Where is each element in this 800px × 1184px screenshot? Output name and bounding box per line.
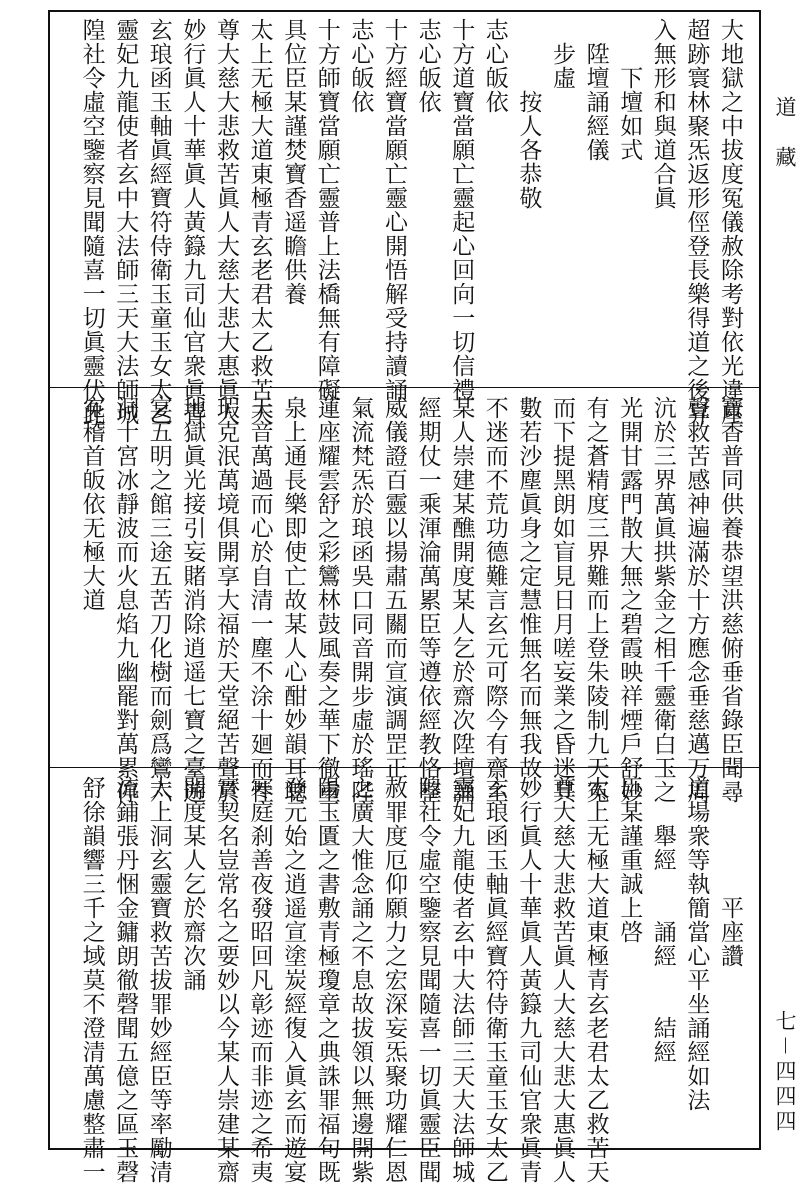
- text-column: 而下提黑朗如盲見日月嗟妄業之昏迷其: [549, 396, 575, 804]
- text-column: 氣流梵炁於琅函吳口同音開步虛於瑤陛: [347, 396, 374, 804]
- text-column: 寃稽首皈依无極大道: [78, 396, 105, 612]
- text-column: 十方經寶當願亡靈心開悟解受持讀誦: [381, 18, 407, 402]
- text-column: 步虛: [549, 18, 575, 90]
- page-number: 七－四四四: [773, 1010, 797, 1135]
- text-column: 隍社令虛空鑒察見聞隨喜一切眞靈伏此: [78, 18, 105, 426]
- text-column: 具位臣某謹焚寶香遥瞻供養: [280, 18, 307, 306]
- text-column: 入無形和與道合眞: [649, 18, 676, 210]
- text-column: 宴五明之館三途五苦刀化樹而劍爲鸞六: [145, 396, 172, 804]
- text-column: 太上洞玄靈寶救苦拔罪妙經臣等率勵清: [145, 776, 172, 1184]
- text-column: 平座讚: [717, 776, 743, 968]
- text-column: 十方道寶當願亡靈起心回向一切信禮: [448, 18, 475, 402]
- text-column: 數若沙塵眞身之定慧惟無名而無我故: [515, 396, 542, 780]
- text-column: 尊大慈大悲救苦眞人大慈大悲大惠眞人: [213, 18, 239, 426]
- text-column: 某人崇建某醮開度某人乞於齋次陞壇誦: [448, 396, 475, 804]
- text-column: 陞壇誦經儀: [582, 18, 609, 162]
- text-column: 洞十宮冰靜波而火息焰九幽罷對萬累停: [112, 396, 139, 804]
- text-column: 光開甘露門散大無之碧霞映祥煙戶舒妙: [616, 396, 643, 804]
- text-column: 瑕克泯萬境俱開享大福於天堂絕苦聲於: [213, 396, 239, 804]
- text-column: 寶香普同供養恭望洪慈俯垂省錄臣聞尋: [717, 396, 743, 804]
- text-column: 流鋪張丹悃金鏞朗徹磬聞五億之區玉磬: [112, 776, 139, 1184]
- text-column: 尊大慈大悲救苦眞人大慈大悲大惠眞人: [549, 776, 575, 1184]
- text-column: 太上无極大道東極青玄老君太乙救苦天: [246, 18, 273, 426]
- text-column: 沆於三界萬眞拱紫金之相千靈衛白玉之: [649, 396, 676, 804]
- text-column: 太上无極大道東極青玄老君太乙救苦天: [582, 776, 609, 1184]
- text-column: 志心皈依: [414, 18, 441, 114]
- text-column: 十方師寶當願亡靈普上法橋無有障礙: [313, 18, 340, 402]
- text-column: 靈妃九龍使者玄中大法師三天大法師城: [448, 776, 475, 1184]
- text-column: 地獄眞光接引妄賭消除逍遥七寶之臺遊: [179, 396, 206, 804]
- text-column: 赦罪度厄仰願力之宏深妄炁聚功耀仁恩: [381, 776, 407, 1184]
- text-column: 大地獄之中拔度冤儀赦除考對依光違座: [717, 18, 743, 426]
- text-column: 天音萬過而心於自清一塵不涂十廻而性: [246, 396, 273, 804]
- text-column: 道場衆等執簡當心平坐誦經如法: [683, 776, 710, 1112]
- text-column: 舒徐韻響三千之域莫不澄清萬慮整肅一: [78, 776, 105, 1184]
- text-column: 不迷而不荒功德難言玄元可際今有齋主: [481, 396, 508, 804]
- text-column: 開度某人乞於齋次誦: [179, 776, 206, 992]
- collection-title: 道 藏: [773, 96, 797, 171]
- text-column: 玄琅函玉軸眞經寶符侍衛玉童玉女太乙: [481, 776, 508, 1184]
- text-column: 按人各恭敬: [515, 18, 542, 210]
- text-column: 舉經 誦經 結經: [649, 776, 676, 1064]
- text-column: 蓮座耀雲舒之彩鸞林鼓風奏之華下徹重: [313, 396, 340, 804]
- text-column: 臣某謹重誠上啓: [616, 776, 643, 944]
- text-column: 隍社令虛空鑒察見聞隨喜一切眞靈臣聞: [414, 776, 441, 1184]
- text-column: 之廣大惟念誦之不息故拔領以無邊開紫: [347, 776, 374, 1184]
- text-column: 泉上通長樂即使亡故某人心酣妙韻耳聰: [280, 396, 307, 804]
- text-column: 志心皈依: [481, 18, 508, 114]
- text-column: 寒庭刹善夜發昭回凡彰迹而非迹之希夷: [246, 776, 273, 1184]
- text-column: 經期仗一乘渾淪萬累臣等遵依經教恪整: [414, 396, 441, 804]
- text-column: 妙行眞人十華眞人黃籙九司仙官衆眞青: [515, 776, 542, 1184]
- text-column: 實契名豈常名之要妙以今某人崇建某齋: [213, 776, 239, 1184]
- text-column: 威儀證百靈以揚肅五關而宣演調罡正: [381, 396, 407, 780]
- text-column: 登元始之逍遥宣塗炭經復入眞玄而遊宴: [280, 776, 307, 1184]
- text-column: 志心皈依: [347, 18, 374, 114]
- text-column: 玄琅函玉軸眞經寶符侍衛玉童玉女太乙: [145, 18, 172, 426]
- text-column: 有之蒼精度三界難而上登朱陵制九天冤: [582, 396, 609, 804]
- text-column: 妙行眞人十華眞人黃籙九司仙官衆眞青: [179, 18, 206, 426]
- text-column: 靈妃九龍使者玄中大法師三天大法師城: [112, 18, 139, 426]
- text-column: 陽玉匱之書敷青極瓊章之典誅罪福句既: [313, 776, 340, 1184]
- text-column: 下壇如式: [616, 18, 643, 162]
- text-column: 超跡寰林聚炁返形俓登長樂得道之後昇: [683, 18, 710, 426]
- text-column: 聲救苦感神遍滿於十方應念垂慈邁万周: [683, 396, 710, 804]
